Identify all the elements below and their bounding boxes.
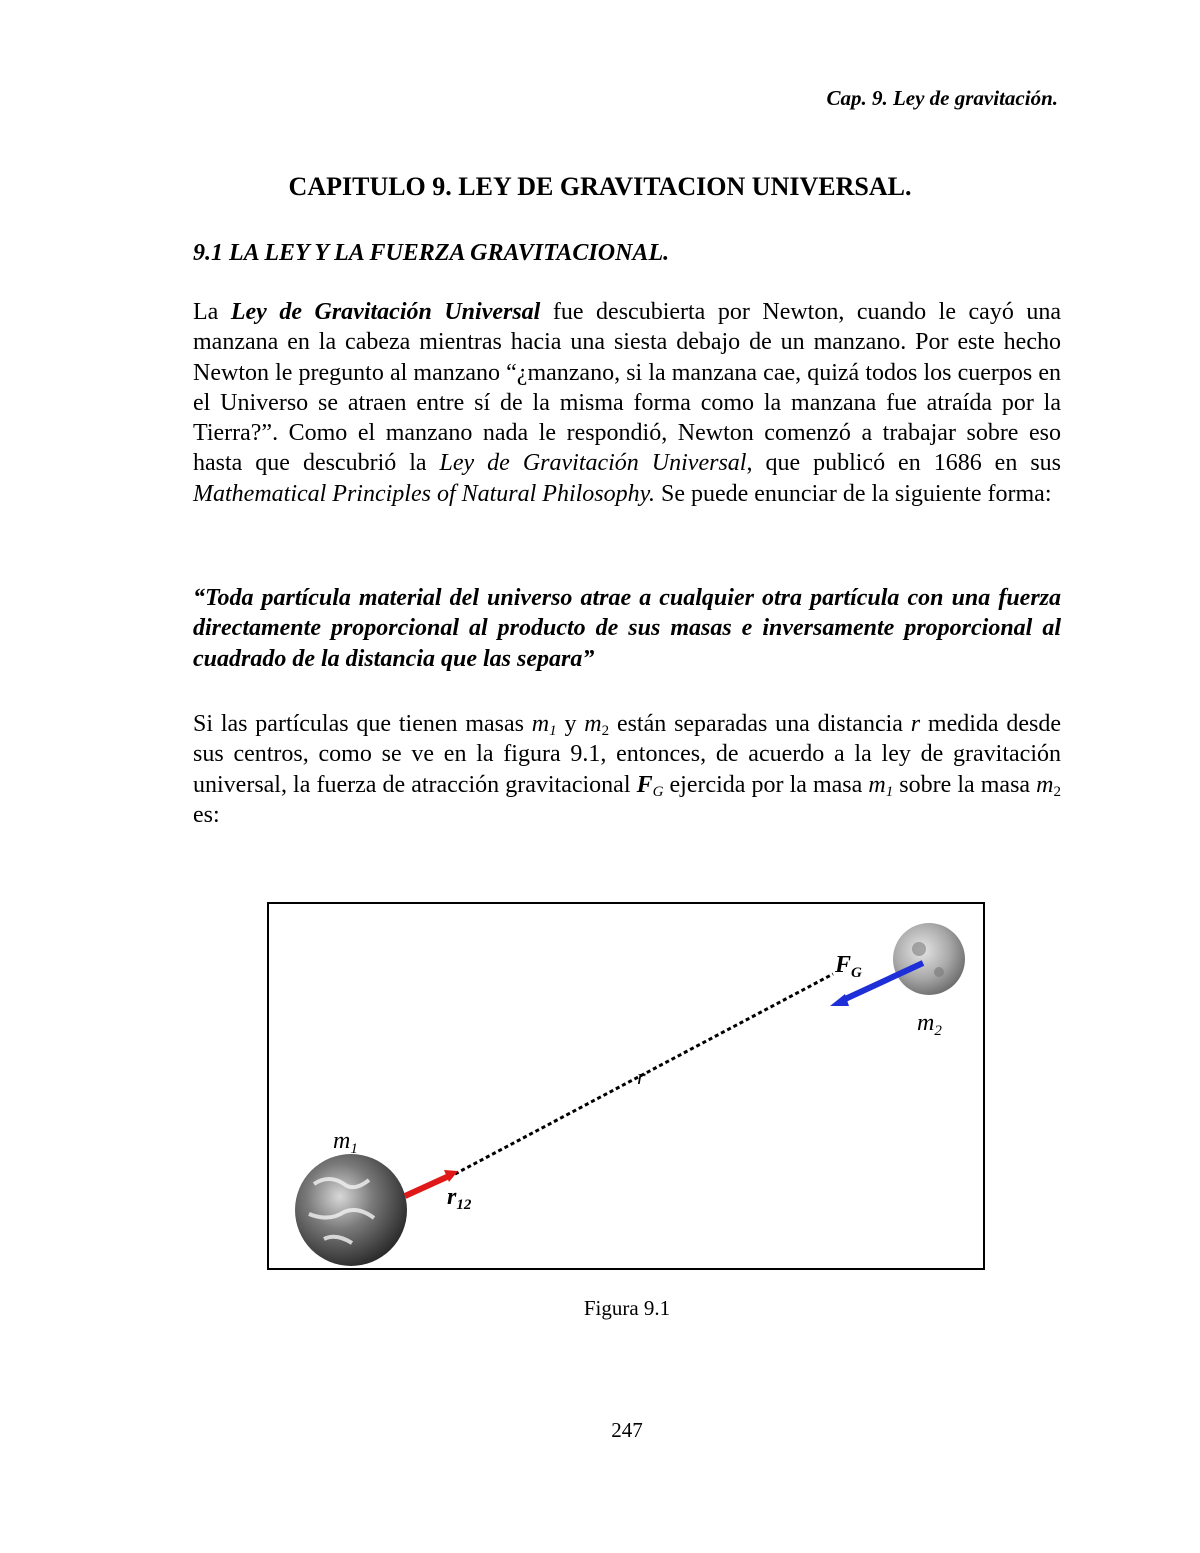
label-m2: $m_2$ xyxy=(917,1010,942,1039)
unit-vector-arrow xyxy=(405,1176,449,1196)
figure-caption: Figura 9.1 xyxy=(583,1296,671,1320)
page-number: 247 xyxy=(611,1418,643,1442)
figure-9-1 xyxy=(267,902,985,1270)
label-unit-vector: $r_{12}$ xyxy=(447,1184,472,1213)
label-force: $F_G$ xyxy=(835,952,862,981)
moon-crater xyxy=(934,967,944,977)
law-name: Ley de Gravitación Universal xyxy=(230,299,541,325)
chapter-title: CAPITULO 9. LEY DE GRAVITACION UNIVERSAL. xyxy=(288,172,912,201)
description-paragraph: Si las partículas que tienen masas $m_1$ y $m_2$ están separadas una distancia r medida desde sus centros, como se ve en la figura 9.1, entonces, de acuerdo a la ley de gravitación universal, la fuerza de atracción gravitacional $F_G$ ejercida por la masa $m_1$ sobre la masa $m_2$ es: xyxy=(193,711,1062,828)
label-distance: r xyxy=(637,1064,646,1089)
moon-globe xyxy=(893,923,965,995)
figure-diagram xyxy=(269,904,983,1268)
label-m1: $m_1$ xyxy=(333,1128,358,1157)
book-title: Mathematical Principles of Natural Philosophy. xyxy=(193,480,655,507)
law-statement: “Toda partícula material del universo atrae a cualquier otra partícula con una fuerza directamente proporcional al producto de sus masas e inversamente proporcional al cuadrado de la distancia que las separa” xyxy=(193,585,1061,672)
moon-crater xyxy=(912,942,926,956)
intro-paragraph: La Ley de Gravitación Universal fue descubierta por Newton, cuando le cayó una manzana en la cabeza mientras hacia una siesta debajo de un manzano. Por este hecho Newton le pregunto al manzano “¿manzano, si la manzana cae, quizá todos los cuerpos en el Universo se atraen entre sí de la misma forma como la manzana fue atraída por la Tierra?”. Como el manzano nada le respondió, Newton comenzó a trabajar sobre eso hasta que descubrió la Ley de Gravitación Universal, que publicó en 1686 en sus Mathematical Principles of Natural Philosophy. Se puede enunciar de la siguiente forma: xyxy=(193,299,1062,507)
section-title: 9.1 LA LEY Y LA FUERZA GRAVITACIONAL. xyxy=(193,240,670,266)
running-header: Cap. 9. Ley de gravitación. xyxy=(826,86,1058,110)
